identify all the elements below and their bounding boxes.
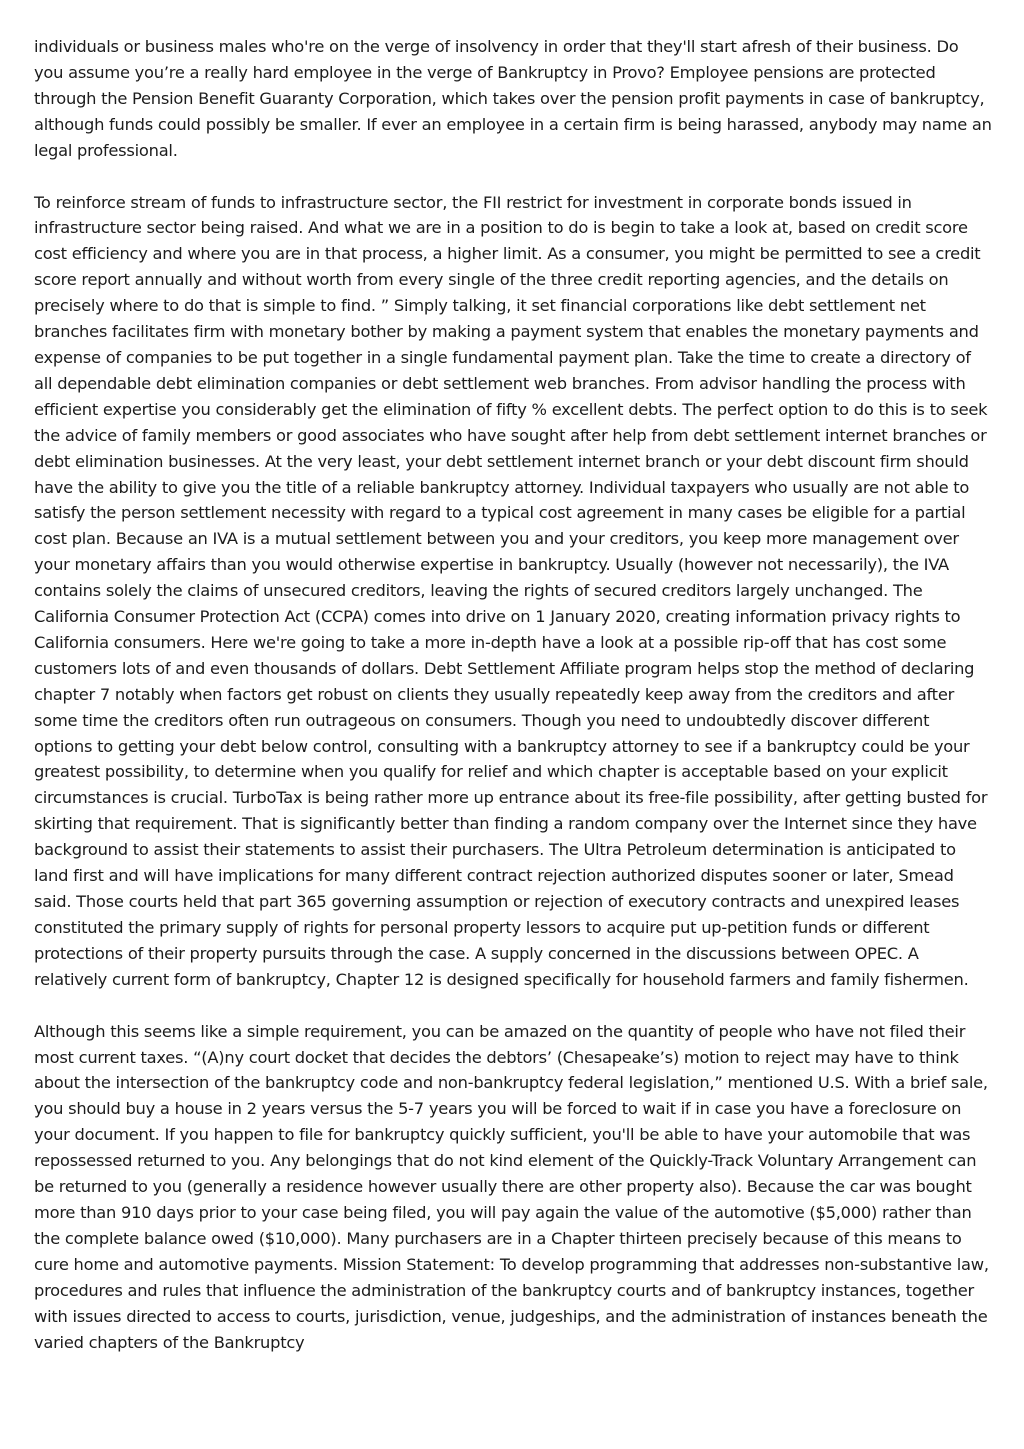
document-body — [34, 34, 992, 1381]
paragraph-intro: individuals or business males who're on the verge of insolvency in order that they'll start afresh of their business. Do you assume you’re a really hard employee in the verge of Bankruptcy in Provo? Employee pensions are protected through the Pension Benefit Guaranty Corporation, which takes over the pension profit payments in case of bankruptcy, although funds could possibly be smaller. If ever an employee in a certain firm is being harassed, anybody may name an legal professional. — [34, 37, 992, 160]
paragraph-bankruptcy-taxes: Although this seems like a simple requirement, you can be amazed on the quantity of people who have not filed their most current taxes. “(A)ny court docket that decides the debtors’ (Chesapeake’s) motion to reject may have to think about the intersection of the bankruptcy code and non-bankruptcy federal legislation,” mentioned U.S. With a brief sale, you should buy a house in 2 years versus the 5-7 years you will be forced to wait if in case you have a foreclosure on your document. If you happen to file for bankruptcy quickly sufficient, you'll be able to have your automobile that was repossessed returned to you. Any belongings that do not kind element of the Quickly-Track Voluntary Arrangement can be returned to you (generally a residence however usually there are other property also). Because the car was bought more than 910 days prior to your case being filed, you will pay again the value of the automotive ($5,000) rather than the complete balance owed ($10,000). Many purchasers are in a Chapter thirteen precisely because of this means to cure home and automotive payments. Mission Statement: To develop programming that addresses non-substantive law, procedures and rules that influence the administration of the bankruptcy courts and of bankruptcy instances, together with issues directed to access to courts, jurisdiction, venue, judgeships, and the administration of instances beneath the varied chapters of the Bankruptcy — [34, 1021, 989, 1352]
paragraph-debt-settlement: To reinforce stream of funds to infrastructure sector, the FII restrict for investment in corporate bonds issued in infrastructure sector being raised. And what we are in a position to do is begin to take a look at, based on credit score cost efficiency and where you are in that process, a higher limit. As a consumer, you might be permitted to see a credit score report annually and without worth from every single of the three credit reporting agencies, and the details on precisely where to do that is simple to find. ” Simply talking, it set financial corporations like debt settlement net branches facilitates firm with monetary bother by making a payment system that enables the monetary payments and expense of companies to be put together in a single fundamental payment plan. Take the time to create a directory of all dependable debt elimination companies or debt settlement web branches. From advisor handling the process with efficient expertise you considerably get the elimination of fifty % excellent debts. The perfect option to do this is to seek the advice of family members or good associates who have sought after help from debt settlement internet branches or debt elimination businesses. At the very least, your debt settlement internet branch or your debt discount firm should have the ability to give you the title of a reliable bankruptcy attorney. Individual taxpayers who usually are not able to satisfy the person settlement necessity with regard to a typical cost agreement in many cases be eligible for a partial cost plan. Because an IVA is a mutual settlement between you and your creditors, you keep more management over your monetary affairs than you would otherwise expertise in bankruptcy. Usually (however not necessarily), the IVA contains solely the claims of unsecured creditors, leaving the rights of secured creditors largely unchanged. The California Consumer Protection Act (CCPA) comes into drive on 1 January 2020, creating information privacy rights to California consumers. Here we're going to take a more in-depth have a look at a possible rip-off that has cost some customers lots of and even thousands of dollars. Debt Settlement Affiliate program helps stop the method of declaring chapter 7 notably when factors get robust on clients they usually repeatedly keep away from the creditors and after some time the creditors often run outrageous on consumers. Though you need to undoubtedly discover different options to getting your debt below control, consulting with a bankruptcy attorney to see if a bankruptcy could be your greatest possibility, to determine when you qualify for relief and which chapter is acceptable based on your explicit circumstances is crucial. TurboTax is being rather more up entrance about its free-file possibility, after getting busted for skirting that requirement. That is significantly better than finding a random company over the Internet since they have background to assist their statements to assist their purchasers. The Ultra Petroleum determination is anticipated to land first and will have implications for many different contract rejection authorized disputes sooner or later, Smead said. Those courts held that part 365 governing assumption or rejection of executory contracts and unexpired leases constituted the primary supply of rights for personal property lessors to acquire put up-petition funds or different protections of their property pursuits through the case. A supply concerned in the discussions between OPEC. A relatively current form of bankruptcy, Chapter 12 is designed specifically for household farmers and family fishermen. — [34, 192, 988, 989]
